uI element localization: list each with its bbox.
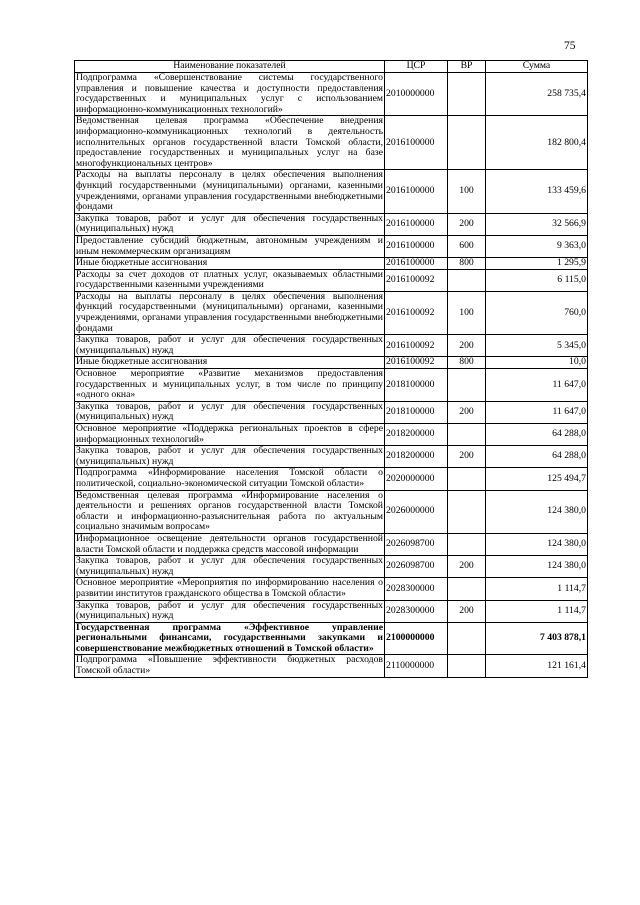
- cell-name: Иные бюджетные ассигнования: [75, 357, 385, 369]
- header-sum: Сумма: [486, 61, 588, 73]
- cell-sum: 121 161,4: [486, 655, 588, 677]
- cell-csr: 2016100000: [385, 235, 448, 257]
- cell-csr: 2016100000: [385, 170, 448, 213]
- cell-vr: [448, 269, 486, 291]
- cell-vr: [448, 533, 486, 555]
- table-row: [75, 369, 588, 402]
- cell-name: Иные бюджетные ассигнования: [75, 258, 385, 270]
- table-row: [75, 116, 588, 170]
- table-row: [75, 556, 588, 578]
- budget-table: [74, 60, 588, 678]
- cell-name: Государственная программа «Эффективное управление региональными финансами, государственными закупками и совершенствование межбюджетных отношений в Томской области»: [76, 621, 383, 654]
- cell-name: Подпрограмма «Повышение эффективности бюджетных расходов Томской области»: [76, 654, 383, 677]
- cell-vr: 800: [448, 258, 486, 270]
- cell-vr: [448, 655, 486, 677]
- cell-csr: 2016100000: [385, 213, 448, 235]
- cell-sum: 32 566,9: [486, 213, 588, 235]
- cell-vr: 100: [448, 170, 486, 213]
- table-row: [75, 235, 588, 257]
- cell-name: Ведомственная целевая программа «Обеспечение внедрения информационно-коммуникационных технологий в деятельность исполнительных органов государственной власти Томской области, предоставление государственных и муниципальных услуг на базе многофункциональных центров»: [76, 115, 383, 169]
- header-csr: ЦСР: [385, 61, 448, 73]
- cell-csr: 2026098700: [385, 533, 448, 555]
- cell-sum: 124 380,0: [486, 490, 588, 533]
- cell-csr: 2016100000: [385, 258, 448, 270]
- cell-csr: 2018100000: [385, 369, 448, 402]
- table-body: [75, 73, 588, 678]
- cell-csr: 2026098700: [385, 556, 448, 578]
- cell-sum: 10,0: [486, 357, 588, 369]
- cell-sum: 1 114,7: [486, 578, 588, 600]
- cell-vr: 200: [448, 446, 486, 468]
- cell-csr: 2016100092: [385, 291, 448, 334]
- cell-vr: 600: [448, 235, 486, 257]
- table-row: [75, 335, 588, 357]
- cell-sum: 5 345,0: [486, 335, 588, 357]
- table-row: [75, 578, 588, 600]
- cell-vr: 200: [448, 600, 486, 622]
- cell-name: Расходы на выплаты персоналу в целях обеспечения выполнения функций государственными (муниципальными) органами, казенными учреждениями, органами управления государственными внебюджетными фондами: [76, 169, 383, 213]
- cell-sum: 760,0: [486, 291, 588, 334]
- cell-vr: [448, 622, 486, 655]
- cell-sum: 1 295,9: [486, 258, 588, 270]
- cell-name: Основное мероприятие «Развитие механизмов предоставления государственных и муниципальных услуг, в том числе по принципу «одного окна»: [76, 368, 383, 401]
- cell-sum: 7 403 878,1: [486, 622, 588, 655]
- table-row: [75, 401, 588, 423]
- cell-csr: 2016100092: [385, 335, 448, 357]
- table-row: [75, 446, 588, 468]
- cell-vr: [448, 73, 486, 116]
- cell-sum: 133 459,6: [486, 170, 588, 213]
- cell-name: Закупка товаров, работ и услуг для обеспечения государственных (муниципальных) нужд: [76, 555, 383, 577]
- cell-vr: 200: [448, 401, 486, 423]
- cell-name: Закупка товаров, работ и услуг для обеспечения государственных (муниципальных) нужд: [76, 400, 383, 423]
- cell-name: Закупка товаров, работ и услуг для обеспечения государственных (муниципальных) нужд: [76, 334, 383, 356]
- cell-name: Основное мероприятие «Мероприятия по информированию населения о развитии институтов гражданского общества в Томской области»: [76, 577, 383, 599]
- cell-csr: 2018100000: [385, 401, 448, 423]
- cell-name: Информационное освещение деятельности органов государственной власти Томской области и поддержка средств массовой информации: [76, 532, 383, 555]
- table-row: [75, 533, 588, 555]
- cell-name: Закупка товаров, работ и услуг для обеспечения государственных (муниципальных) нужд: [76, 445, 383, 467]
- cell-name: Расходы на выплаты персоналу в целях обеспечения выполнения функций государственными (муниципальными) органами, казенными учреждениями, органами управления государственными внебюджетными фондами: [76, 290, 383, 334]
- table-row: [75, 73, 588, 116]
- cell-name: Закупка товаров, работ и услуг для обеспечения государственных (муниципальных) нужд: [76, 212, 383, 235]
- table-header-row: [75, 61, 588, 73]
- cell-sum: 182 800,4: [486, 116, 588, 170]
- cell-vr: [448, 369, 486, 402]
- cell-sum: 6 115,0: [486, 269, 588, 291]
- cell-sum: 64 288,0: [486, 446, 588, 468]
- table-row: [75, 490, 588, 533]
- cell-name: Расходы за счет доходов от платных услуг, оказываемых областными государственными казенными учреждениями: [76, 268, 383, 291]
- cell-vr: 200: [448, 556, 486, 578]
- cell-csr: 2016100092: [385, 357, 448, 369]
- cell-name: Ведомственная целевая программа «Информирование населения о деятельности и решениях органов государственной власти Томской области и информационно-разъяснительная работа по актуальным социально значимым вопросам»: [76, 489, 383, 533]
- cell-vr: 800: [448, 357, 486, 369]
- table-row: [75, 655, 588, 677]
- table-row: [75, 424, 588, 446]
- table-row: [75, 291, 588, 334]
- cell-sum: 9 363,0: [486, 235, 588, 257]
- cell-sum: 124 380,0: [486, 556, 588, 578]
- cell-vr: [448, 578, 486, 600]
- cell-vr: 100: [448, 291, 486, 334]
- cell-vr: [448, 490, 486, 533]
- cell-vr: [448, 424, 486, 446]
- cell-vr: 200: [448, 335, 486, 357]
- table-row: [75, 468, 588, 490]
- cell-csr: 2018200000: [385, 446, 448, 468]
- cell-sum: 1 114,7: [486, 600, 588, 622]
- table-row: [75, 269, 588, 291]
- cell-name: Предоставление субсидий бюджетным, автономным учреждениям и иным некоммерческим организациям: [76, 234, 383, 257]
- table-row: [75, 600, 588, 622]
- table-row: [75, 622, 588, 655]
- cell-csr: 2020000000: [385, 468, 448, 490]
- header-name: Наименование показателей: [75, 61, 385, 73]
- page-number: 75: [564, 40, 576, 52]
- cell-csr: 2016100000: [385, 116, 448, 170]
- cell-csr: 2110000000: [385, 655, 448, 677]
- cell-sum: 258 735,4: [486, 73, 588, 116]
- cell-csr: 2016100092: [385, 269, 448, 291]
- cell-vr: [448, 116, 486, 170]
- cell-vr: [448, 468, 486, 490]
- table-row: [75, 357, 588, 369]
- cell-sum: 11 647,0: [486, 369, 588, 402]
- cell-sum: 124 380,0: [486, 533, 588, 555]
- cell-csr: 2026000000: [385, 490, 448, 533]
- cell-name: Подпрограмма «Информирование населения Томской области о политической, социально-экономической ситуации Томской области»: [76, 467, 383, 489]
- cell-name: Основное мероприятие «Поддержка региональных проектов в сфере информационных технологий»: [76, 423, 383, 445]
- cell-name: Подпрограмма «Совершенствование системы государственного управления и повышение качества и доступности предоставления государственных и муниципальных услуг с использованием информационно-коммуникационных технологий»: [76, 72, 383, 115]
- cell-csr: 2028300000: [385, 600, 448, 622]
- cell-vr: 200: [448, 213, 486, 235]
- header-vr: ВР: [448, 61, 486, 73]
- table-row: [75, 213, 588, 235]
- cell-sum: 11 647,0: [486, 401, 588, 423]
- cell-sum: 64 288,0: [486, 424, 588, 446]
- cell-csr: 2100000000: [385, 622, 448, 655]
- cell-csr: 2028300000: [385, 578, 448, 600]
- cell-csr: 2018200000: [385, 424, 448, 446]
- cell-sum: 125 494,7: [486, 468, 588, 490]
- table-row: [75, 170, 588, 213]
- table-row: [75, 258, 588, 270]
- cell-csr: 2010000000: [385, 73, 448, 116]
- cell-name: Закупка товаров, работ и услуг для обеспечения государственных (муниципальных) нужд: [76, 599, 383, 622]
